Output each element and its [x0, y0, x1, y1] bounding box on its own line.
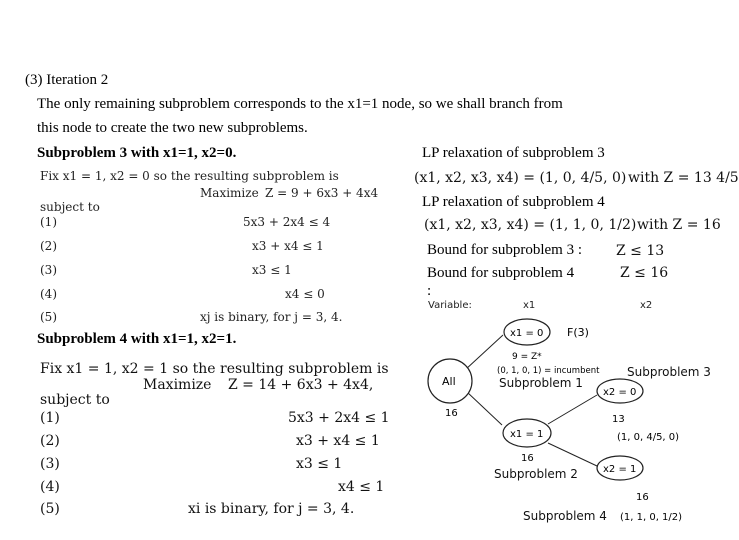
edge-x1-1-x2-0: [548, 395, 597, 424]
lp3-title: LP relaxation of subproblem 3: [422, 145, 605, 161]
node-x2-1-label: x2 = 1: [603, 464, 637, 475]
bound-4-label: Bound for subproblem 4: [427, 265, 575, 281]
root-node-label: All: [442, 375, 456, 388]
edge-x1-1-x2-1: [548, 443, 597, 466]
fathomed-f3-label: F(3): [567, 326, 589, 339]
node-x2-0-label: x2 = 0: [603, 387, 637, 398]
sub4-constraint-num: (1): [40, 410, 60, 426]
node-x2-0-solution: (1, 0, 4/5, 0): [617, 432, 680, 443]
sub4-objective: Z = 14 + 6x3 + 4x4,: [228, 377, 374, 393]
column-x2-label: x2: [640, 300, 653, 311]
lp4-solution: (x1, x2, x3, x4) = (1, 1, 0, 1/2): [424, 217, 637, 233]
lp3-z: with Z = 13 4/5: [628, 170, 739, 186]
node-x1-1-bound: 16: [521, 453, 534, 464]
node-x2-0-bound: 13: [612, 414, 625, 425]
sub3-constraint-num: (3): [40, 263, 57, 277]
sub4-constraint-num: (4): [40, 479, 60, 495]
sub3-constraint-expr: 5x3 + 2x4 ≤ 4: [243, 215, 331, 229]
sub3-maximize-label: Maximize: [200, 186, 259, 200]
incumbent-value: 9 = Z*: [512, 352, 542, 362]
lp4-title: LP relaxation of subproblem 4: [422, 194, 605, 210]
sub4-constraint-num: (2): [40, 433, 60, 449]
sub3-constraint-expr: x3 ≤ 1: [252, 263, 292, 277]
sub4-constraint-num: (3): [40, 456, 60, 472]
edge-root-x1-1: [467, 392, 502, 425]
sub3-constraint-expr: xj is binary, for j = 3, 4.: [200, 310, 343, 324]
node-x2-1-solution: (1, 1, 0, 1/2): [620, 512, 683, 523]
lp3-solution: (x1, x2, x3, x4) = (1, 0, 4/5, 0): [414, 170, 627, 186]
incumbent-solution: (0, 1, 0, 1) = incumbent: [497, 366, 600, 376]
column-x1-label: x1: [523, 300, 536, 311]
tree-label-subproblem-1: Subproblem 1: [499, 376, 583, 390]
bound-3-value: Z ≤ 13: [616, 243, 665, 259]
root-bound: 16: [445, 408, 458, 419]
sub4-constraint-expr: xi is binary, for j = 3, 4.: [188, 501, 355, 517]
sub4-constraint-expr: 5x3 + 2x4 ≤ 1: [288, 410, 390, 426]
tree-label-subproblem-4: Subproblem 4: [523, 509, 607, 523]
section-heading: (3) Iteration 2: [25, 72, 109, 88]
sub4-maximize-label: Maximize: [143, 377, 212, 393]
node-x2-1-bound: 16: [636, 492, 649, 503]
tree-label-subproblem-2: Subproblem 2: [494, 467, 578, 481]
intro-line-1: The only remaining subproblem corresponds to the x1=1 node, so we shall branch from: [37, 96, 563, 112]
sub3-constraint-num: (2): [40, 239, 57, 253]
sub3-constraint-num: (1): [40, 215, 57, 229]
bound-3-label: Bound for subproblem 3 :: [427, 242, 582, 258]
bound-4-value: Z ≤ 16: [620, 265, 669, 281]
edge-root-x1-0: [465, 335, 503, 370]
sub3-constraint-expr: x3 + x4 ≤ 1: [252, 239, 324, 253]
bound-colon: :: [427, 283, 432, 299]
intro-line-2: this node to create the two new subproblems.: [37, 120, 308, 136]
tree-label-subproblem-3: Subproblem 3: [627, 365, 711, 379]
sub4-constraint-expr: x3 + x4 ≤ 1: [296, 433, 380, 449]
sub3-constraint-num: (4): [40, 287, 57, 301]
subproblem-3-title: Subproblem 3 with x1=1, x2=0.: [37, 145, 237, 161]
sub4-constraint-num: (5): [40, 501, 60, 517]
sub3-constraint-num: (5): [40, 310, 57, 324]
sub4-constraint-expr: x3 ≤ 1: [296, 456, 343, 472]
sub4-fix-line: Fix x1 = 1, x2 = 1 so the resulting subproblem is: [40, 361, 389, 377]
sub3-subject-to: subject to: [40, 200, 100, 214]
variable-label: Variable:: [428, 300, 472, 311]
node-x1-0-label: x1 = 0: [510, 328, 544, 339]
sub4-subject-to: subject to: [40, 392, 110, 408]
lp4-z: with Z = 16: [637, 217, 721, 233]
sub3-constraint-expr: x4 ≤ 0: [285, 287, 325, 301]
subproblem-4-title: Subproblem 4 with x1=1, x2=1.: [37, 331, 237, 347]
node-x1-1-label: x1 = 1: [510, 429, 544, 440]
sub3-fix-line: Fix x1 = 1, x2 = 0 so the resulting subproblem is: [40, 169, 339, 183]
sub3-objective: Z = 9 + 6x3 + 4x4: [265, 186, 379, 200]
sub4-constraint-expr: x4 ≤ 1: [338, 479, 385, 495]
